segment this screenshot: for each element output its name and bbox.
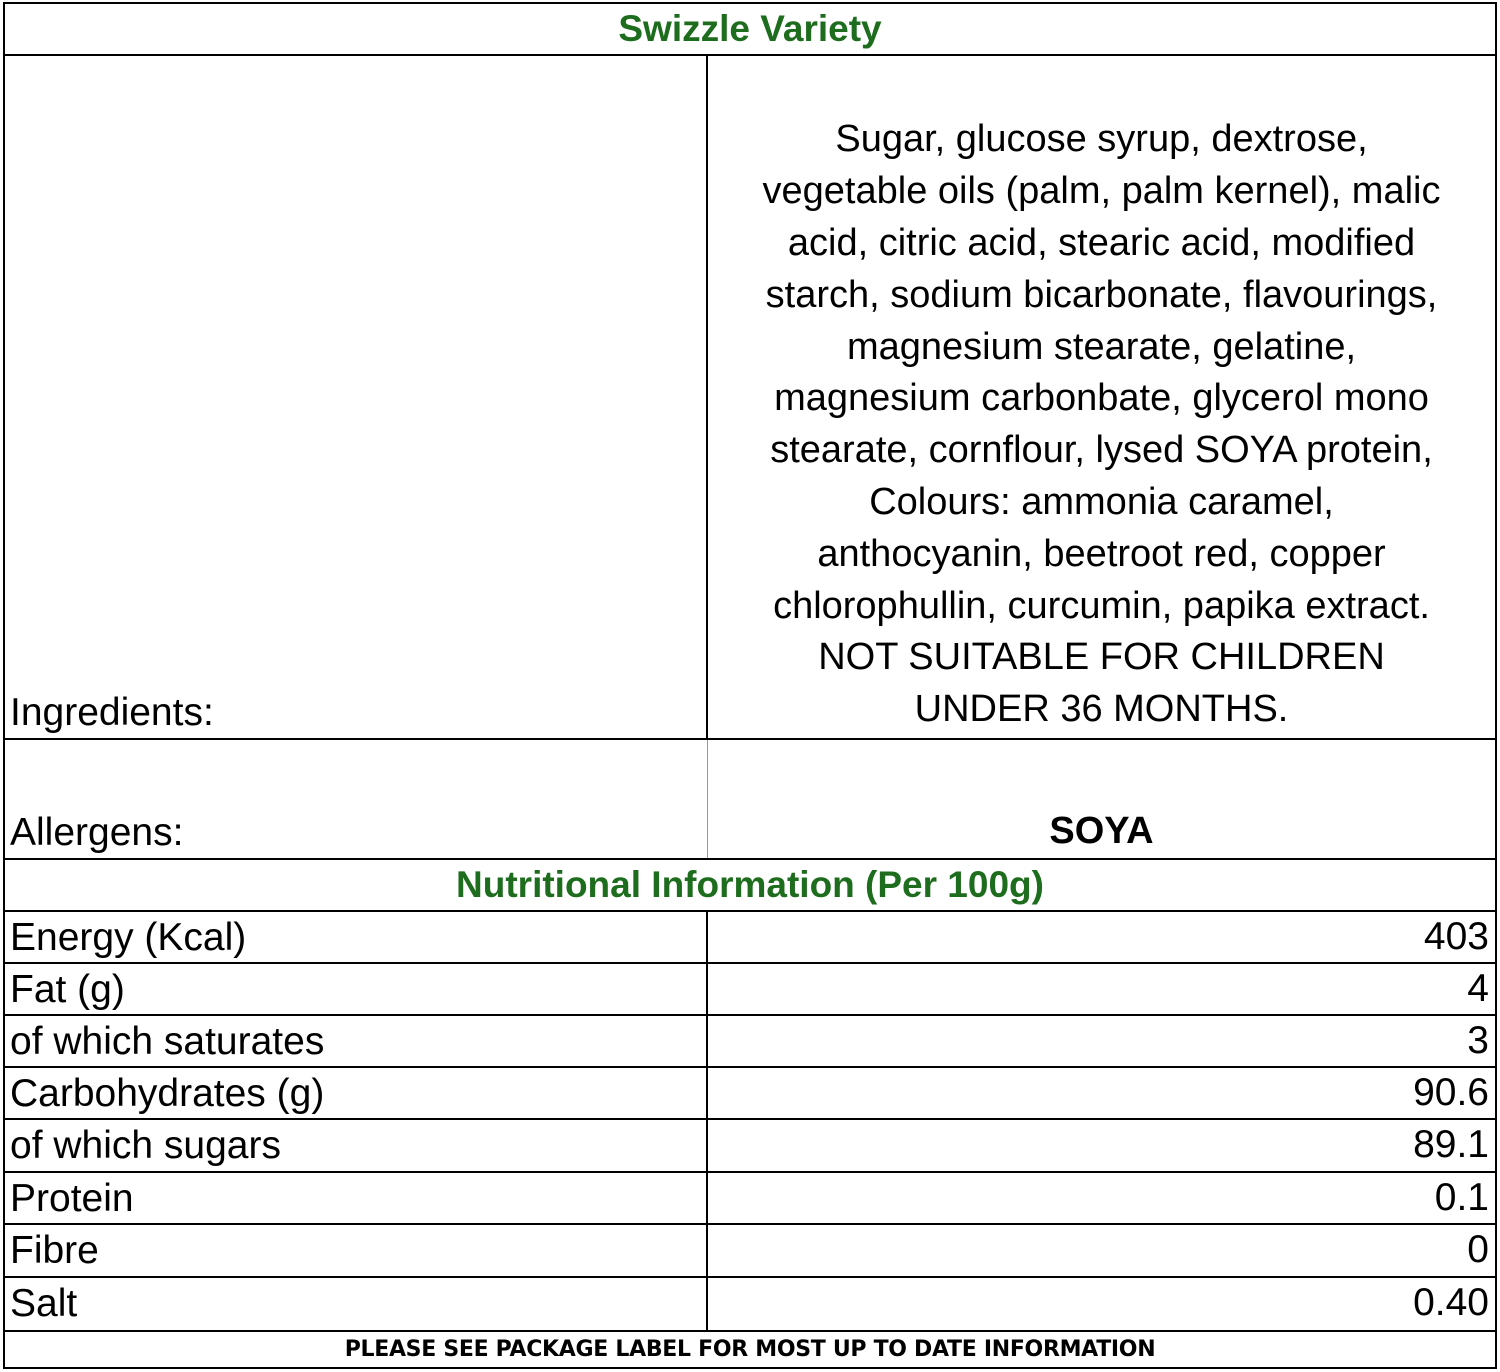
ingredients-text bbox=[708, 114, 1495, 736]
nutrition-row bbox=[5, 1173, 1495, 1225]
ingredients-line: NOT SUITABLE FOR CHILDREN bbox=[818, 636, 1385, 679]
ingredients-line: UNDER 36 MONTHS. bbox=[914, 688, 1289, 731]
ingredients-line: starch, sodium bicarbonate, flavourings, bbox=[765, 273, 1438, 316]
nutrition-row bbox=[5, 1068, 1495, 1120]
nutrient-name-cell bbox=[5, 1173, 708, 1223]
nutrient-name: Fat (g) bbox=[10, 968, 125, 1011]
footer-row bbox=[5, 1332, 1495, 1367]
nutrient-value-cell bbox=[708, 1278, 1495, 1330]
nutrient-name: Energy (Kcal) bbox=[10, 916, 247, 959]
ingredients-line: Sugar, glucose syrup, dextrose, bbox=[835, 118, 1368, 161]
ingredients-line: magnesium stearate, gelatine, bbox=[846, 325, 1357, 368]
allergens-label-cell bbox=[5, 740, 708, 858]
nutrient-name-cell bbox=[5, 912, 708, 962]
ingredients-line: vegetable oils (palm, palm kernel), malic bbox=[762, 170, 1441, 213]
nutrient-value-cell bbox=[708, 912, 1495, 962]
product-title: Swizzle Variety bbox=[618, 8, 882, 49]
nutrient-name: Carbohydrates (g) bbox=[10, 1072, 325, 1115]
nutrient-name-cell bbox=[5, 1225, 708, 1276]
nutrition-row bbox=[5, 1225, 1495, 1278]
nutrient-value-cell bbox=[708, 1120, 1495, 1171]
nutrient-name: of which saturates bbox=[10, 1020, 325, 1063]
ingredients-line: Colours: ammonia caramel, bbox=[869, 481, 1334, 524]
allergens-value: SOYA bbox=[1049, 810, 1154, 852]
nutrient-value: 3 bbox=[1467, 1019, 1489, 1062]
title-row bbox=[5, 4, 1495, 56]
nutrient-name: Salt bbox=[10, 1282, 78, 1325]
nutrient-value: 0.40 bbox=[1413, 1281, 1489, 1324]
nutrient-name-cell bbox=[5, 1016, 708, 1066]
nutrient-value-cell bbox=[708, 1225, 1495, 1276]
allergens-label: Allergens: bbox=[10, 811, 184, 854]
nutrition-row bbox=[5, 1278, 1495, 1332]
nutrient-value-cell bbox=[708, 964, 1495, 1014]
nutrition-row bbox=[5, 1016, 1495, 1068]
ingredients-label-cell bbox=[5, 56, 708, 738]
ingredients-row bbox=[5, 56, 1495, 740]
nutrient-value: 89.1 bbox=[1413, 1123, 1489, 1166]
ingredients-line: magnesium carbonbate, glycerol mono bbox=[774, 377, 1429, 420]
ingredients-line: acid, citric acid, stearic acid, modified bbox=[787, 222, 1416, 265]
nutrient-value: 4 bbox=[1467, 967, 1489, 1010]
nutrient-name-cell bbox=[5, 1068, 708, 1118]
nutrition-label-table bbox=[3, 2, 1497, 1369]
ingredients-line: anthocyanin, beetroot red, copper bbox=[817, 532, 1386, 575]
ingredients-label: Ingredients: bbox=[10, 691, 214, 734]
nutrient-name-cell bbox=[5, 1120, 708, 1171]
ingredients-line: stearate, cornflour, lysed SOYA protein, bbox=[770, 429, 1433, 472]
nutrient-name: of which sugars bbox=[10, 1124, 281, 1167]
nutrition-heading: Nutritional Information (Per 100g) bbox=[456, 864, 1044, 905]
nutrition-row bbox=[5, 1120, 1495, 1173]
nutrition-row bbox=[5, 912, 1495, 964]
nutrient-name: Fibre bbox=[10, 1229, 99, 1272]
allergens-row bbox=[5, 740, 1495, 860]
nutrition-heading-row bbox=[5, 860, 1495, 912]
nutrient-name-cell bbox=[5, 1278, 708, 1330]
nutrient-value: 403 bbox=[1423, 915, 1489, 958]
footer-disclaimer: PLEASE SEE PACKAGE LABEL FOR MOST UP TO DATE INFORMATION bbox=[344, 1337, 1156, 1362]
allergens-value-cell bbox=[708, 740, 1495, 858]
nutrient-name-cell bbox=[5, 964, 708, 1014]
nutrient-value-cell bbox=[708, 1173, 1495, 1223]
nutrient-value: 0.1 bbox=[1434, 1176, 1489, 1219]
ingredients-line: chlorophullin, curcumin, papika extract. bbox=[773, 584, 1430, 627]
ingredients-value-cell bbox=[708, 56, 1495, 738]
nutrient-value: 0 bbox=[1467, 1228, 1489, 1271]
nutrient-value: 90.6 bbox=[1413, 1071, 1489, 1114]
nutrient-value-cell bbox=[708, 1016, 1495, 1066]
nutrition-row bbox=[5, 964, 1495, 1016]
nutrient-name: Protein bbox=[10, 1177, 134, 1220]
nutrient-value-cell bbox=[708, 1068, 1495, 1118]
